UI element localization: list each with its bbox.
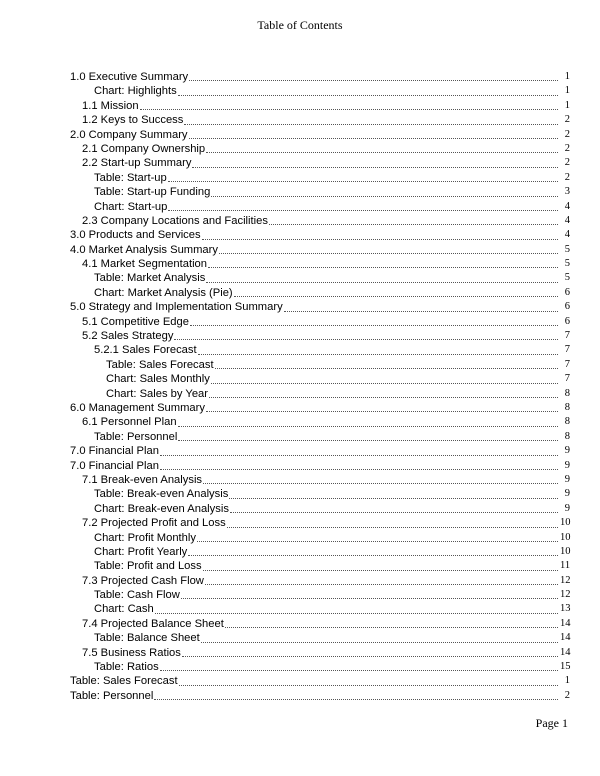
toc-leader-dots xyxy=(206,282,558,283)
toc-leader-dots xyxy=(140,109,558,110)
toc-leader-dots xyxy=(206,152,558,153)
toc-entry-label: 6.0 Management Summary xyxy=(70,401,205,414)
toc-entry[interactable] xyxy=(70,329,570,343)
toc-entry-label: 3.0 Products and Services xyxy=(70,229,201,242)
toc-entry[interactable] xyxy=(70,228,570,242)
toc-entry[interactable] xyxy=(70,459,570,473)
toc-leader-dots xyxy=(168,210,558,211)
toc-entry-label: 5.0 Strategy and Implementation Summary xyxy=(70,301,283,314)
toc-entry-page: 9 xyxy=(560,459,570,473)
toc-entry-label: 5.2 Sales Strategy xyxy=(82,330,174,343)
toc-entry[interactable] xyxy=(70,99,570,113)
toc-entry-page: 4 xyxy=(560,200,570,214)
toc-entry-label: Chart: Market Analysis (Pie) xyxy=(94,286,233,299)
toc-entry[interactable] xyxy=(70,531,570,545)
toc-entry-page: 6 xyxy=(560,286,570,300)
toc-entry-page: 14 xyxy=(560,646,570,660)
toc-entry-page: 1 xyxy=(560,674,570,688)
page-number-footer: Page 1 xyxy=(535,716,568,730)
toc-entry-page: 6 xyxy=(560,300,570,314)
toc-entry-label: 2.0 Company Summary xyxy=(70,128,188,141)
toc-entry[interactable] xyxy=(70,84,570,98)
toc-entry-label: Chart: Break-even Analysis xyxy=(94,502,229,515)
toc-entry[interactable] xyxy=(70,631,570,645)
toc-entry[interactable] xyxy=(70,286,570,300)
toc-entry[interactable] xyxy=(70,243,570,257)
toc-entry[interactable] xyxy=(70,113,570,127)
toc-entry[interactable] xyxy=(70,516,570,530)
toc-leader-dots xyxy=(189,80,558,81)
toc-entry-label: Chart: Cash xyxy=(94,603,154,616)
toc-entry-label: 7.0 Financial Plan xyxy=(70,459,159,472)
toc-entry-page: 5 xyxy=(560,271,570,285)
toc-leader-dots xyxy=(234,296,558,297)
toc-entry-label: 1.1 Mission xyxy=(82,99,139,112)
toc-entry-label: 2.2 Start-up Summary xyxy=(82,157,192,170)
toc-leader-dots xyxy=(203,483,558,484)
toc-leader-dots xyxy=(208,267,558,268)
toc-entry-page: 10 xyxy=(560,531,570,545)
toc-entry-page: 7 xyxy=(560,358,570,372)
toc-entry-label: 7.1 Break-even Analysis xyxy=(82,473,203,486)
toc-entry-page: 8 xyxy=(560,387,570,401)
toc-leader-dots xyxy=(230,512,558,513)
toc-entry-label: 1.0 Executive Summary xyxy=(70,71,189,83)
toc-leader-dots xyxy=(184,124,558,125)
toc-entry-page: 8 xyxy=(560,430,570,444)
toc-entry-label: Table: Sales Forecast xyxy=(106,358,214,371)
toc-entry-label: Chart: Sales by Year xyxy=(106,387,208,400)
toc-entry-label: Chart: Highlights xyxy=(94,85,177,98)
toc-leader-dots xyxy=(211,196,558,197)
toc-entry-page: 1 xyxy=(560,99,570,113)
toc-entry[interactable] xyxy=(70,387,570,401)
toc-entry-page: 11 xyxy=(560,559,570,573)
toc-entry[interactable] xyxy=(70,574,570,588)
toc-entry[interactable] xyxy=(70,70,570,84)
toc-entry-label: Table: Cash Flow xyxy=(94,589,180,602)
toc-leader-dots xyxy=(205,584,558,585)
toc-entry-page: 4 xyxy=(560,228,570,242)
toc-leader-dots xyxy=(269,224,558,225)
toc-entry-page: 15 xyxy=(560,660,570,674)
toc-entry-label: 7.4 Projected Balance Sheet xyxy=(82,617,224,630)
toc-entry[interactable] xyxy=(70,156,570,170)
toc-entry-label: 5.1 Competitive Edge xyxy=(82,315,189,328)
toc-entry-label: 2.3 Company Locations and Facilities xyxy=(82,214,268,227)
toc-entry-page: 6 xyxy=(560,315,570,329)
toc-entry[interactable] xyxy=(70,660,570,674)
toc-entry[interactable] xyxy=(70,214,570,228)
toc-leader-dots xyxy=(215,368,558,369)
toc-entry[interactable] xyxy=(70,271,570,285)
toc-entry-page: 4 xyxy=(560,214,570,228)
toc-entry[interactable] xyxy=(70,415,570,429)
toc-entry[interactable] xyxy=(70,315,570,329)
toc-entry-page: 1 xyxy=(560,70,570,84)
toc-entry-label: Table: Personnel xyxy=(70,689,154,702)
toc-entry-page: 8 xyxy=(560,415,570,429)
toc-entry[interactable] xyxy=(70,487,570,501)
toc-entry[interactable] xyxy=(70,142,570,156)
toc-entry-page: 2 xyxy=(560,142,570,156)
toc-entry-page: 7 xyxy=(560,372,570,386)
toc-entry[interactable] xyxy=(70,372,570,386)
toc-leader-dots xyxy=(160,670,558,671)
toc-entry[interactable] xyxy=(70,343,570,357)
toc-leader-dots xyxy=(168,181,558,182)
toc-entry-label: Table: Balance Sheet xyxy=(94,632,200,645)
toc-entry-label: Table: Start-up Funding xyxy=(94,186,211,199)
toc-entry-page: 14 xyxy=(560,631,570,645)
toc-leader-dots xyxy=(225,627,558,628)
toc-entry[interactable] xyxy=(70,502,570,516)
toc-entry-label: Chart: Start-up xyxy=(94,200,168,213)
toc-entry-page: 1 xyxy=(560,84,570,98)
toc-entry-page: 3 xyxy=(560,185,570,199)
toc-entry-label: Table: Profit and Loss xyxy=(94,560,202,573)
toc-entry-label: 2.1 Company Ownership xyxy=(82,142,206,155)
toc-entry-page: 2 xyxy=(560,128,570,142)
toc-entry-label: Table: Sales Forecast xyxy=(70,675,178,688)
toc-leader-dots xyxy=(190,325,558,326)
toc-leader-dots xyxy=(189,138,558,139)
toc-entry-page: 14 xyxy=(560,617,570,631)
toc-entry-page: 7 xyxy=(560,343,570,357)
toc-entry[interactable] xyxy=(70,646,570,660)
toc-leader-dots xyxy=(178,440,558,441)
toc-entry-label: 7.5 Business Ratios xyxy=(82,646,181,659)
toc-leader-dots xyxy=(197,541,558,542)
toc-entry-label: Table: Break-even Analysis xyxy=(94,488,229,501)
toc-entry[interactable] xyxy=(70,602,570,616)
toc-entry[interactable] xyxy=(70,430,570,444)
toc-leader-dots xyxy=(188,555,558,556)
toc-leader-dots xyxy=(209,397,558,398)
toc-entry-page: 10 xyxy=(560,545,570,559)
toc-entry-page: 13 xyxy=(560,602,570,616)
toc-entry[interactable] xyxy=(70,545,570,559)
toc-leader-dots xyxy=(179,685,558,686)
toc-entry-label: 1.2 Keys to Success xyxy=(82,114,184,127)
toc-entry[interactable] xyxy=(70,171,570,185)
toc-entry-label: 4.1 Market Segmentation xyxy=(82,258,207,271)
toc-entry[interactable] xyxy=(70,401,570,415)
toc-leader-dots xyxy=(211,383,558,384)
toc-entry[interactable] xyxy=(70,257,570,271)
toc-entry-page: 5 xyxy=(560,257,570,271)
toc-entry-label: Table: Ratios xyxy=(94,661,159,674)
toc-entry-page: 2 xyxy=(560,689,570,703)
table-of-contents xyxy=(70,70,570,703)
toc-entry-label: 6.1 Personnel Plan xyxy=(82,416,177,429)
toc-entry-label: Chart: Sales Monthly xyxy=(106,373,210,386)
toc-leader-dots xyxy=(198,354,558,355)
toc-leader-dots xyxy=(155,613,558,614)
toc-entry-label: Chart: Profit Monthly xyxy=(94,531,196,544)
document-title: Table of Contents xyxy=(257,18,343,32)
toc-leader-dots xyxy=(201,642,558,643)
toc-leader-dots xyxy=(160,469,558,470)
toc-entry-page: 5 xyxy=(560,243,570,257)
toc-entry-page: 9 xyxy=(560,502,570,516)
toc-entry[interactable] xyxy=(70,674,570,688)
toc-entry-page: 2 xyxy=(560,171,570,185)
toc-leader-dots xyxy=(182,656,558,657)
toc-entry[interactable] xyxy=(70,588,570,602)
toc-entry-page: 10 xyxy=(560,516,570,530)
toc-leader-dots xyxy=(178,95,558,96)
toc-leader-dots xyxy=(154,699,558,700)
toc-entry-label: Table: Market Analysis xyxy=(94,272,206,285)
toc-entry-page: 9 xyxy=(560,487,570,501)
toc-entry[interactable] xyxy=(70,473,570,487)
toc-entry-label: Chart: Profit Yearly xyxy=(94,545,188,558)
toc-entry[interactable] xyxy=(70,128,570,142)
toc-entry[interactable] xyxy=(70,444,570,458)
toc-entry-page: 2 xyxy=(560,156,570,170)
toc-entry-label: 4.0 Market Analysis Summary xyxy=(70,243,218,256)
toc-entry-label: 7.0 Financial Plan xyxy=(70,445,159,458)
toc-entry-page: 2 xyxy=(560,113,570,127)
toc-entry-label: 7.2 Projected Profit and Loss xyxy=(82,517,226,530)
toc-entry[interactable] xyxy=(70,617,570,631)
toc-entry-page: 9 xyxy=(560,444,570,458)
toc-entry-label: 5.2.1 Sales Forecast xyxy=(94,344,197,357)
toc-entry[interactable] xyxy=(70,200,570,214)
toc-leader-dots xyxy=(219,253,558,254)
toc-entry[interactable] xyxy=(70,559,570,573)
toc-entry-label: 7.3 Projected Cash Flow xyxy=(82,574,204,587)
toc-leader-dots xyxy=(160,455,558,456)
toc-leader-dots xyxy=(181,598,558,599)
toc-entry-page: 7 xyxy=(560,329,570,343)
toc-entry-page: 9 xyxy=(560,473,570,487)
toc-entry-page: 12 xyxy=(560,574,570,588)
toc-entry-label: Table: Start-up xyxy=(94,171,167,184)
toc-leader-dots xyxy=(203,570,558,571)
toc-leader-dots xyxy=(178,426,558,427)
toc-entry[interactable] xyxy=(70,689,570,703)
toc-leader-dots xyxy=(206,411,558,412)
toc-leader-dots xyxy=(192,167,558,168)
toc-entry[interactable] xyxy=(70,185,570,199)
toc-leader-dots xyxy=(284,311,558,312)
toc-leader-dots xyxy=(174,339,558,340)
toc-entry[interactable] xyxy=(70,300,570,314)
toc-leader-dots xyxy=(227,527,558,528)
toc-entry-page: 8 xyxy=(560,401,570,415)
toc-leader-dots xyxy=(229,498,558,499)
toc-entry-page: 12 xyxy=(560,588,570,602)
toc-leader-dots xyxy=(202,239,558,240)
toc-entry[interactable] xyxy=(70,358,570,372)
toc-entry-label: Table: Personnel xyxy=(94,430,178,443)
